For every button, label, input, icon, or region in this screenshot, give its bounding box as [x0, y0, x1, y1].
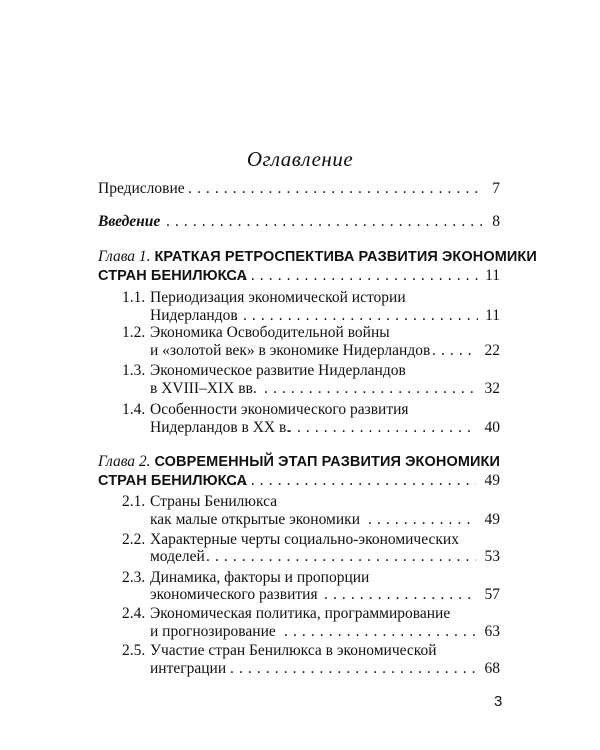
- section-1-3-cont[interactable]: [98, 379, 500, 399]
- chapter-title-line2: СТРАН БЕНИЛЮКСА: [98, 268, 248, 284]
- section-title-line2: и «золотой век» в экономике Нидерландов: [150, 342, 431, 359]
- toc-entry-page: 68: [484, 660, 500, 677]
- section-1-2-cont[interactable]: [98, 341, 500, 361]
- section-1-3[interactable]: [98, 361, 500, 381]
- section-1-4[interactable]: [98, 400, 500, 420]
- section-title-line1: Экономическое развитие Нидерландов: [150, 362, 406, 379]
- toc-entry-label: Введение: [98, 213, 161, 230]
- chapter-heading-2[interactable]: [98, 452, 500, 472]
- section-title-line1: Периодизация экономической истории: [150, 289, 406, 306]
- toc-entry-page: 49: [484, 511, 500, 528]
- section-title-line2: интеграции: [150, 660, 227, 677]
- section-number: 1.1.: [122, 289, 146, 306]
- section-number: 2.5.: [122, 642, 146, 659]
- toc-entry-page: 40: [484, 419, 500, 436]
- toc-entry-preface[interactable]: [98, 179, 500, 199]
- section-2-4-cont[interactable]: [98, 622, 500, 642]
- toc-entry-page: 8: [492, 213, 500, 230]
- section-title-line2: как малые открытые экономики: [150, 511, 360, 528]
- section-2-4[interactable]: [98, 604, 500, 624]
- dot-leader: [288, 418, 476, 438]
- chapter-heading-1[interactable]: [98, 247, 537, 267]
- dot-leader: [230, 659, 476, 679]
- section-number: 2.4.: [122, 605, 146, 622]
- chapter-heading-2-cont[interactable]: [98, 471, 500, 491]
- chapter-prefix: Глава 2.: [98, 453, 151, 470]
- chapter-title-line2: СТРАН БЕНИЛЮКСА: [98, 473, 248, 489]
- section-title-line2: экономического развития: [150, 586, 318, 603]
- section-title-line1: Характерные черты социально-экономических: [150, 531, 459, 548]
- section-title-line2: и прогнозирование: [150, 623, 276, 640]
- section-number: 1.4.: [122, 401, 146, 418]
- toc-entry-intro[interactable]: [98, 212, 500, 232]
- page-title: Оглавление: [246, 147, 354, 171]
- section-title-line1: Экономика Освободительной войны: [150, 324, 390, 341]
- section-2-1-cont[interactable]: [98, 510, 500, 530]
- section-2-5[interactable]: [98, 641, 500, 661]
- dot-leader: [368, 510, 476, 530]
- dot-leader: [206, 547, 476, 567]
- page-number: 3: [494, 693, 503, 710]
- section-2-2-cont[interactable]: [98, 547, 500, 567]
- section-1-1[interactable]: [98, 288, 500, 308]
- section-title-line2: Нидерландов: [150, 307, 238, 324]
- section-title-line1: Динамика, факторы и пропорции: [150, 569, 370, 586]
- toc-entry-page: 11: [485, 307, 500, 324]
- section-1-2[interactable]: [98, 323, 500, 343]
- section-2-5-cont[interactable]: [98, 659, 500, 679]
- toc-entry-label: Предисловие: [98, 180, 185, 197]
- toc-entry-page: 22: [484, 342, 500, 359]
- section-2-3-cont[interactable]: [98, 585, 500, 605]
- toc-entry-page: 49: [484, 472, 500, 489]
- section-number: 2.1.: [122, 493, 146, 510]
- chapter-title-line1: СОВРЕМЕННЫЙ ЭТАП РАЗВИТИЯ ЭКОНОМИКИ: [154, 454, 501, 470]
- section-title-line1: Участие стран Бенилюкса в экономической: [150, 642, 437, 659]
- toc-entry-page: 32: [484, 380, 500, 397]
- section-title-line1: Особенности экономического развития: [150, 401, 409, 418]
- dot-leader: [188, 179, 484, 199]
- dot-leader: [432, 341, 476, 361]
- section-title-line1: Экономическая политика, программирование: [150, 605, 451, 622]
- dot-leader: [264, 379, 476, 399]
- toc-entry-page: 57: [484, 586, 500, 603]
- toc-entry-page: 7: [492, 180, 500, 197]
- section-2-1[interactable]: [98, 492, 500, 512]
- section-number: 1.2.: [122, 324, 146, 341]
- toc-entry-page: 11: [485, 267, 500, 284]
- chapter-prefix: Глава 1.: [98, 248, 151, 265]
- section-1-4-cont[interactable]: [98, 418, 500, 438]
- dot-leader: [224, 266, 478, 286]
- dot-leader: [166, 212, 484, 232]
- toc-entry-page: 53: [484, 548, 500, 565]
- section-number: 2.3.: [122, 569, 146, 586]
- section-number: 1.3.: [122, 362, 146, 379]
- chapter-heading-1-cont[interactable]: [98, 266, 500, 286]
- section-title-line2: в XVIII–XIX вв.: [150, 380, 257, 397]
- dot-leader: [284, 622, 476, 642]
- toc-entry-page: 63: [484, 623, 500, 640]
- section-title-line1: Страны Бенилюкса: [150, 493, 278, 510]
- dot-leader: [324, 585, 476, 605]
- section-title-line2: Нидерландов в XX в.: [150, 419, 291, 436]
- section-number: 2.2.: [122, 531, 146, 548]
- dot-leader: [224, 471, 476, 491]
- section-title-line2: моделей: [150, 548, 205, 565]
- chapter-title-line1: КРАТКАЯ РЕТРОСПЕКТИВА РАЗВИТИЯ ЭКОНОМИКИ: [154, 249, 537, 265]
